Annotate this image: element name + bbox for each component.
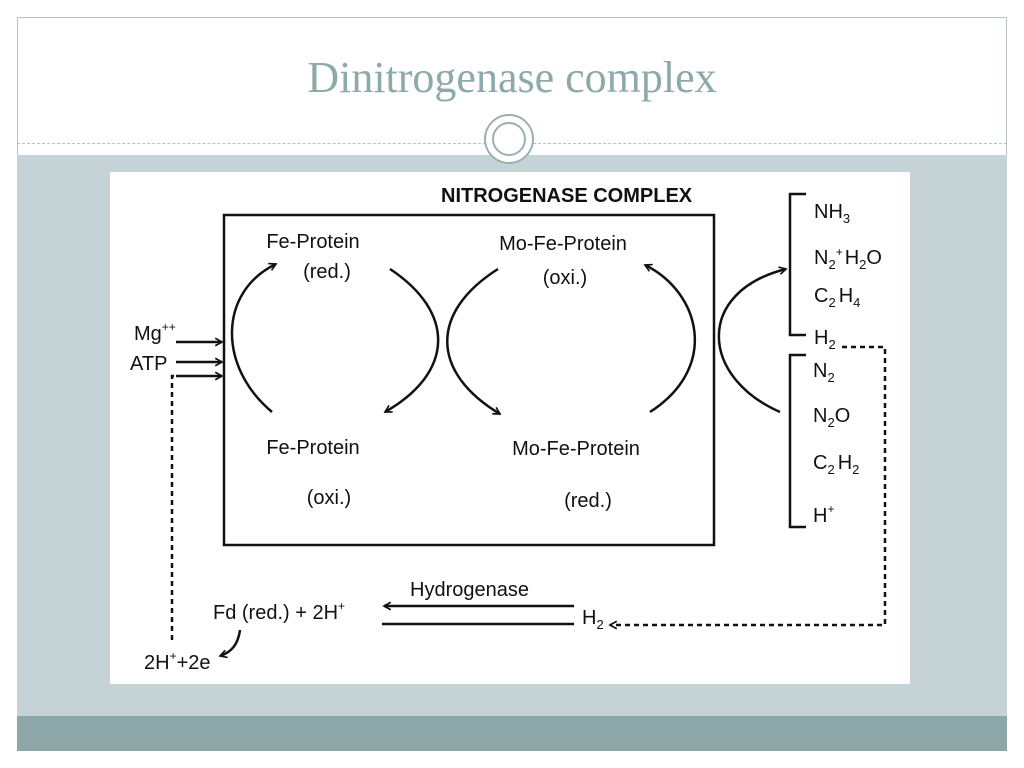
diagram-image (110, 172, 910, 684)
substrates-bracket (790, 355, 806, 527)
mofe-protein-red-state: (red.) (564, 490, 612, 512)
complex-box (224, 215, 714, 545)
mofe-protein-oxi-name: Mo-Fe-Protein (499, 233, 627, 255)
divider-circle-ornament (484, 114, 534, 164)
electron-release-arrow (220, 630, 240, 656)
fd-reduced-label: Fd (red.) + 2H+ (213, 599, 346, 624)
products-bracket (790, 194, 806, 335)
substrate-n2: $N_2$ (813, 360, 835, 385)
fe-reduction-arrow (232, 264, 276, 412)
h2-recycle-path (610, 347, 885, 625)
mg-label: Mg++ (134, 320, 176, 345)
product-n2-h2o: $N_2^+$ $H_2O$ (814, 245, 882, 272)
electron-feed-path (172, 376, 176, 640)
product-c2h4: $C_2$ $H_4$ (814, 285, 861, 310)
mofe-oxidation-arrow (645, 265, 695, 412)
fe-protein-oxi-state: (oxi.) (306, 487, 352, 509)
substrate-n2o: $N_2O$ (813, 405, 851, 430)
substrate-h-plus: H+ (813, 502, 835, 527)
fe-protein-oxi-name: Fe-Protein (266, 437, 360, 459)
electrons-label: 2H++2e (144, 649, 211, 674)
substrate-c2h2: $C_2$ $H_2$ (813, 452, 860, 477)
footer-bar (17, 716, 1007, 751)
substrate-to-product-arrow (719, 269, 786, 412)
mofe-reduction-arrow (447, 269, 500, 414)
slide-title: Dinitrogenase complex (307, 53, 717, 102)
nitrogenase-diagram (110, 172, 910, 684)
hydrogenase-label: Hydrogenase (410, 579, 529, 601)
atp-label: ATP (130, 353, 168, 375)
fe-protein-red-state: (red.) (303, 261, 351, 283)
mofe-protein-oxi-state: (oxi.) (542, 267, 588, 289)
diagram-heading: NITROGENASE COMPLEX (441, 185, 693, 207)
fe-oxidation-arrow (385, 269, 438, 412)
product-nh3: $NH_3$ (814, 201, 851, 226)
hydrogenase-h2: $H_2$ (582, 607, 604, 632)
fe-protein-red-name: Fe-Protein (266, 231, 360, 253)
product-h2: $H_2$ (814, 327, 836, 352)
mofe-protein-red-name: Mo-Fe-Protein (512, 438, 640, 460)
